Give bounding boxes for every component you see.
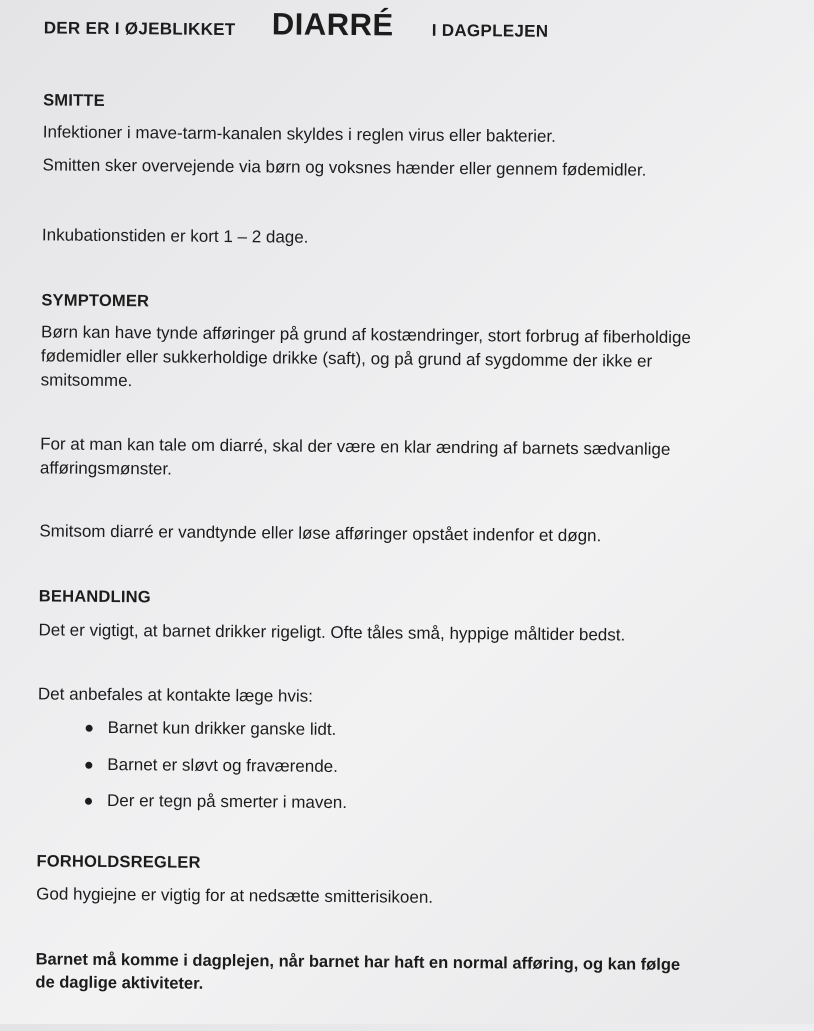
symptomer-para3: Smitsom diarré er vandtynde eller løse afføringer opstået indenfor et døgn. <box>39 521 602 546</box>
behandling-line-2: Det anbefales at kontakte læge hvis: <box>37 684 314 706</box>
smitte-line-1: Infektioner i mave-tarm-kanalen skyldes i reglen virus eller bakterier. <box>42 122 556 146</box>
symptomer-para1-line3: smitsomme. <box>40 370 133 391</box>
symptomer-para2-line2: afføringsmønster. <box>39 458 172 479</box>
smitte-line-3: Inkubationstiden er kort 1 – 2 dage. <box>41 225 309 247</box>
document-title <box>0 0 814 43</box>
title-part-2: I DAGPLEJEN <box>431 20 549 41</box>
bullet-icon <box>85 762 92 769</box>
symptomer-para1-line2: fødemidler eller sukkerholdige drikke (saft), og på grund af sygdomme der ikke er <box>40 346 653 371</box>
section-heading-forholdsregler: FORHOLDSREGLER <box>36 852 201 872</box>
title-part-1: DER ER I ØJEBLIKKET <box>43 18 236 40</box>
symptomer-para1-line1: Børn kan have tynde afføringer på grund af kostændringer, stort forbrug af fiberholdige <box>41 322 692 348</box>
symptomer-para2-line1: For at man kan tale om diarré, skal der være en klar ændring af barnets sædvanlige <box>40 434 671 459</box>
list-item-text: Barnet kun drikker ganske lidt. <box>107 717 337 739</box>
list-item-text: Der er tegn på smerter i maven. <box>106 790 348 813</box>
forholdsregler-bold-line-1: Barnet må komme i dagplejen, når barnet har haft en normal afføring, og kan følge <box>35 950 681 974</box>
bullet-icon <box>86 725 93 732</box>
forholdsregler-bold-line-2: de daglige aktiviteter. <box>35 973 204 993</box>
section-heading-symptomer: SYMPTOMER <box>41 291 150 311</box>
behandling-line-1: Det er vigtigt, at barnet drikker rigeligt. Ofte tåles små, hyppige måltider bedst. <box>38 620 626 645</box>
forholdsregler-line-1: God hygiejne er vigtig for at nedsætte smitterisikoen. <box>36 884 434 907</box>
list-item-text: Barnet er sløvt og fraværende. <box>107 754 338 776</box>
smitte-line-2: Smitten sker overvejende via børn og voksnes hænder eller gennem fødemidler. <box>42 155 647 180</box>
title-emphasis: DIARRÉ <box>271 6 394 43</box>
section-heading-smitte: SMITTE <box>43 91 105 110</box>
section-heading-behandling: BEHANDLING <box>38 587 151 607</box>
bullet-icon <box>85 798 92 805</box>
